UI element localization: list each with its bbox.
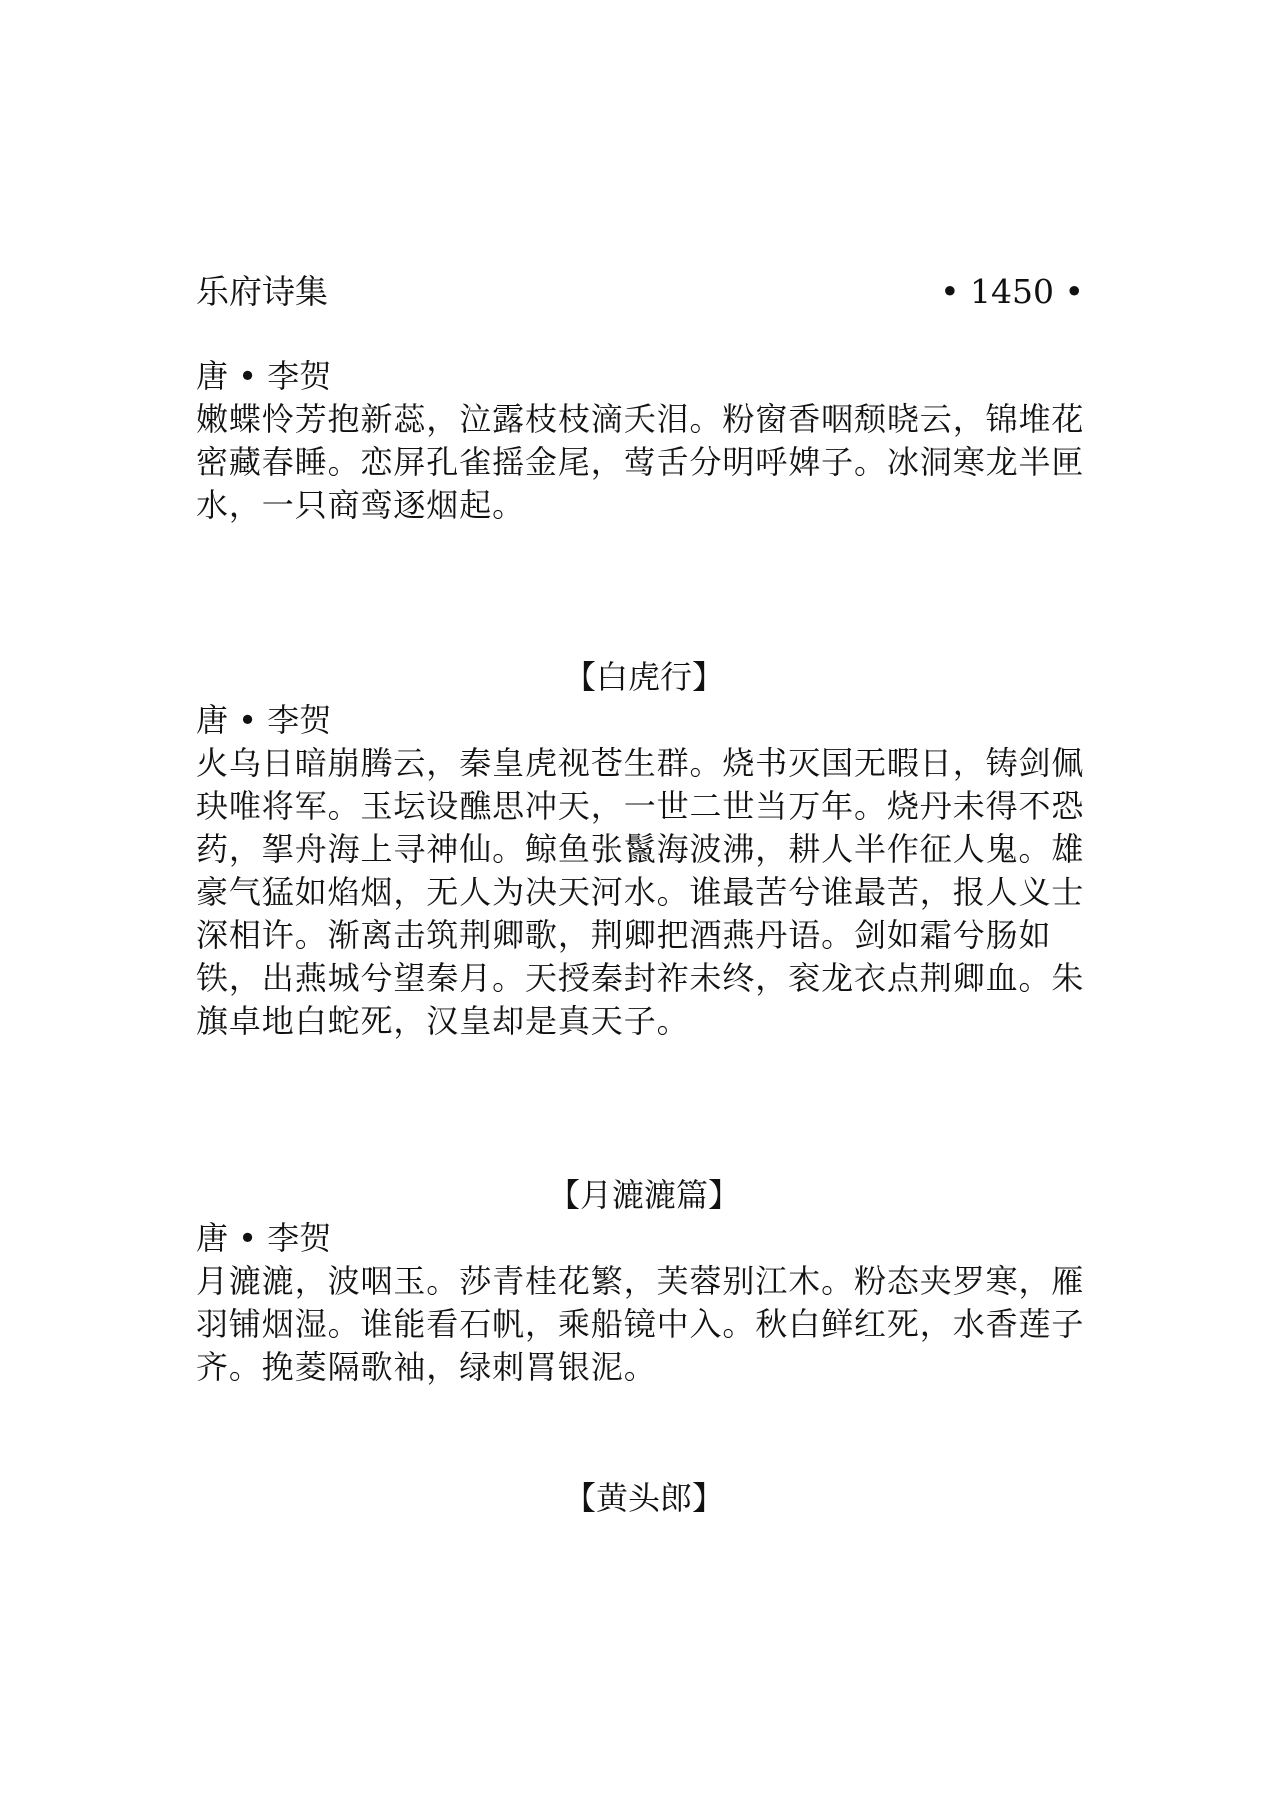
- poem-title: 【白虎行】: [563, 658, 724, 696]
- poem-section: [196, 1476, 1086, 1520]
- poem-body: 月漉漉，波咽玉。莎青桂花繁，芙蓉别江木。粉态夹罗寒，雁羽铺烟湿。谁能看石帆，乘船镜中入。秋白鲜红死，水香莲子齐。挽菱隔歌袖，绿刺罥银泥。: [196, 1262, 1085, 1386]
- page-number: • 1450 •: [940, 272, 1084, 311]
- book-title: 乐府诗集: [196, 272, 328, 311]
- poem-title: 【黄头郎】: [563, 1479, 724, 1517]
- poem-author: 唐 • 李贺: [196, 701, 332, 739]
- poem-section: [196, 355, 1086, 527]
- poem-section: [196, 1173, 1086, 1389]
- poem-section: [196, 655, 1086, 1043]
- poem-author: 唐 • 李贺: [196, 1219, 332, 1257]
- poem-body: 嫩蝶怜芳抱新蕊，泣露枝枝滴夭泪。粉窗香咽颓晓云，锦堆花密藏春睡。恋屏孔雀摇金尾，莺舌分明呼婢子。冰洞寒龙半匣水，一只商鸾逐烟起。: [196, 400, 1085, 524]
- poem-title: 【月漉漉篇】: [547, 1176, 740, 1214]
- page-header: [196, 268, 1084, 316]
- poem-body: 火乌日暗崩腾云，秦皇虎视苍生群。烧书灭国无暇日，铸剑佩玦唯将军。玉坛设醮思冲天，一世二世当万年。烧丹未得不恐药，挐舟海上寻神仙。鲸鱼张鬣海波沸，耕人半作征人鬼。雄豪气猛如焰烟，无人为决天河水。谁最苦兮谁最苦，报人义士深相许。渐离击筑荆卿歌，荆卿把酒燕丹语。剑如霜兮肠如铁，出燕城兮望秦月。天授秦封祚未终，衮龙衣点荆卿血。朱旗卓地白蛇死，汉皇却是真天子。: [196, 744, 1085, 1040]
- poem-author: 唐 • 李贺: [196, 357, 332, 395]
